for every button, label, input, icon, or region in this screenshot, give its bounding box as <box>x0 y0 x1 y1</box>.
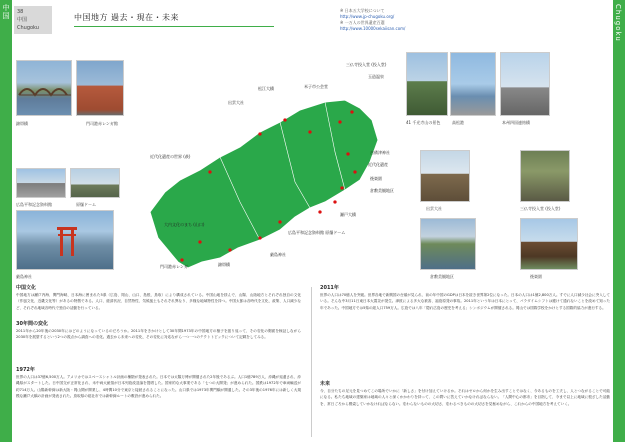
section-text-2011: 世界の人口は70億人を突破。世界各地で新興国の台頭が見られ、前の年中国のGDPは日本を抜き世界第2位になった。日本の人口は1億2,800万人。すでに人口減少社会に突入している。そんな中3月11日東日本大震災が発生。津波による多大な被害、福島原発の事故。2011年という年は日本にとって、パラダイムシフトは避けて通れないことを改めて知った年であった。中国地方では5県の総人口759万人。広島では八年「隠れ広島の歴史を考える」シンポジウムが開催される。岡山では国際学校をかけとする国際的協力が進行する。 <box>320 293 610 310</box>
map-label-izumo: 出雲大社 <box>228 100 244 105</box>
map-label-tamatsukuri: 玉造温泉 <box>368 74 384 79</box>
left-side-tab <box>0 0 12 442</box>
link-note-2: ※ 一万人の世界遺産百選 <box>340 20 385 25</box>
caption-genbaku: 原爆ドーム <box>76 202 96 207</box>
map-label-matsue: 松江大橋 <box>258 86 274 91</box>
photo-monjuin <box>76 60 124 116</box>
right-side-tab-label: Chugoku <box>614 4 622 42</box>
map-label-kibitsu: 吉備津神社 <box>370 150 390 155</box>
map-label-kurashiki: 倉敷美観地区 <box>370 188 394 193</box>
map-label-seto: 瀬戸大橋 <box>340 212 356 217</box>
map-label-peace: 広島平和記念資料館 原爆ドーム <box>288 230 346 235</box>
photo-genbaku <box>70 168 120 198</box>
left-side-tab-label: 中国 <box>2 4 10 20</box>
caption-korakuen: 後楽園 <box>530 274 542 279</box>
section-text-future: 今、自分たちの足元を見つめてこの場所でいかに「新しさ」を付け加えていけるか。それはゼロから何かを生み出すことではなく、今あるものを工夫し、人とつながることで可能になる。私たち地域の建築家は地域の人々と深くかかわりを持って、この問いに答えていかなければならない。「人間中心の都市」を目指して、今まで以上に地域に根ざした活動を、常日ごろから模索していかなければならない。変わらないものの大切さ、変わるべきものの大切さを見極めながら、これからの中国地方を考えていく。 <box>320 389 610 406</box>
section-text-1972: 世界の人口は37億6,500万人。アメリカではスペースシャトル計画の種類が発表された。日本では太陽万博が開催された2年後であるぶ。人口1億789万人、沖縄が返還され、沖縄県がスタートした。日中国交が正常化され、米中両大統領が日本列島改造論を提唱した。国家的な大事業である「七つの大開発」が進められた。国鉄は1972年で車両輸送が約714万人。山陽新幹線は新大阪・岡山間が開業し、4時間10分で東京と接続されることになった。山口県では1973年関門橋が開通した。その3年後の1976年には新しく大規模な瀬戸大橋の計画が発表された。鳥取県の総社市では新幹線ルートの敷設が進められた。 <box>16 375 301 399</box>
chapter-box <box>14 6 52 34</box>
caption-kurashiki: 倉敷美観地区 <box>430 274 454 279</box>
caption-monjuin: 門司港赤レンガ館 <box>86 121 118 126</box>
photo-izumo <box>420 150 470 202</box>
section-heading-1972: 1972年 <box>16 367 35 373</box>
map-label-mitokusan: 三仏寺投入堂 (投入堂) <box>346 62 387 67</box>
map-label-kintai: 錦帯橋 <box>218 262 230 267</box>
map-label-korakuen: 後楽園 <box>370 176 382 181</box>
photo-kurashiki <box>420 218 476 270</box>
section-heading-future: 未来 <box>320 381 331 387</box>
caption-izumo: 出雲大社 <box>426 206 442 211</box>
map-label-itsukushima: 厳島神社 <box>270 252 286 257</box>
caption-honshi-bridge: 本州四国連絡橋 <box>502 120 530 125</box>
bridge-icon <box>17 61 72 116</box>
map-label-moji: 門司港赤レンガ <box>160 264 188 269</box>
map-label-yamaguchi: 大内文化のまち (山口) <box>164 222 205 227</box>
link-url-2[interactable]: http://www.10000sekaiisan.com/ <box>340 26 406 31</box>
torii-icon <box>17 211 114 270</box>
column-divider <box>311 287 312 437</box>
photo-itsukushima <box>16 210 114 270</box>
photo-kintaikyo <box>16 60 72 116</box>
section-text-culture: 中国地方は瀬戸内海、関門海峡、日本海に囲まれた5県（広島、岡山、山口、島根、鳥取）により構成されている。中国山地を挟んで、山陽、山陰地方とそれぞれ独自の文化（作風文化、近畿文化等）があるの特徴である。人口、経済状況、自然特性、気候風土もそれぞれ異なり、多様な地域特性を持つ。中国太郎は各時代を文化、政策、人口減少など、それぞれ地域各時代で独自の活動を行っている。 <box>16 293 301 310</box>
title-rule <box>74 26 274 27</box>
caption-peace-museum: 広島平和記念資料館 <box>16 202 52 207</box>
photo-mitokusan <box>520 150 570 202</box>
region-map-shape <box>120 62 410 282</box>
section-heading-30years: 30年間の変化 <box>16 321 48 327</box>
map-label-hagi: 近代化遺産の世界 (萩) <box>150 154 191 159</box>
photo-korakuen <box>520 218 578 270</box>
photo-senkoji <box>406 52 448 116</box>
section-heading-2011: 2011年 <box>320 285 339 291</box>
chugoku-map <box>120 62 410 282</box>
caption-takamatsu: 高松港 <box>452 120 464 125</box>
caption-kintaikyo: 錦帯橋 <box>16 121 28 126</box>
chapter-number: 38 <box>17 9 24 15</box>
caption-mitokusan: 三仏寺投入堂 (投入堂) <box>520 206 561 211</box>
caption-senkoji: 41 千光寺山の景色 <box>406 120 441 125</box>
map-label-yonago: 米子市公会堂 <box>304 84 328 89</box>
photo-honshi-bridge <box>500 52 550 116</box>
chapter-name-jp: 中国 <box>17 17 28 23</box>
section-text-30years: 2011年から20年後の2030年にはどのようになっているのだろうか。2011年をきかけとして30年間1973年の中国地方の様子を振り返って、その変化の側面を検証しながら2030年を展望するという2つの視点から調査への変化。過去から未来への変化、その変化に対応ながら一つ一つのテクトトピックについて記載をしてみる。 <box>16 329 301 340</box>
right-side-tab <box>613 0 625 442</box>
section-heading-culture: 中国文化 <box>16 285 37 291</box>
photo-takamatsu <box>450 52 496 116</box>
chapter-name-en: Chugoku <box>17 25 39 31</box>
caption-itsukushima: 厳島神社 <box>16 274 32 279</box>
map-label-kindai: 近代化遺産 <box>368 162 388 167</box>
page-title: 中国地方 過去・現在・未来 <box>74 13 180 22</box>
reference-links <box>340 8 405 32</box>
link-url-1[interactable]: http://www.jp-chugoku.org/ <box>340 14 395 19</box>
photo-peace-museum <box>16 168 66 198</box>
link-note-1: ※ 日本五大学校について <box>340 8 385 13</box>
